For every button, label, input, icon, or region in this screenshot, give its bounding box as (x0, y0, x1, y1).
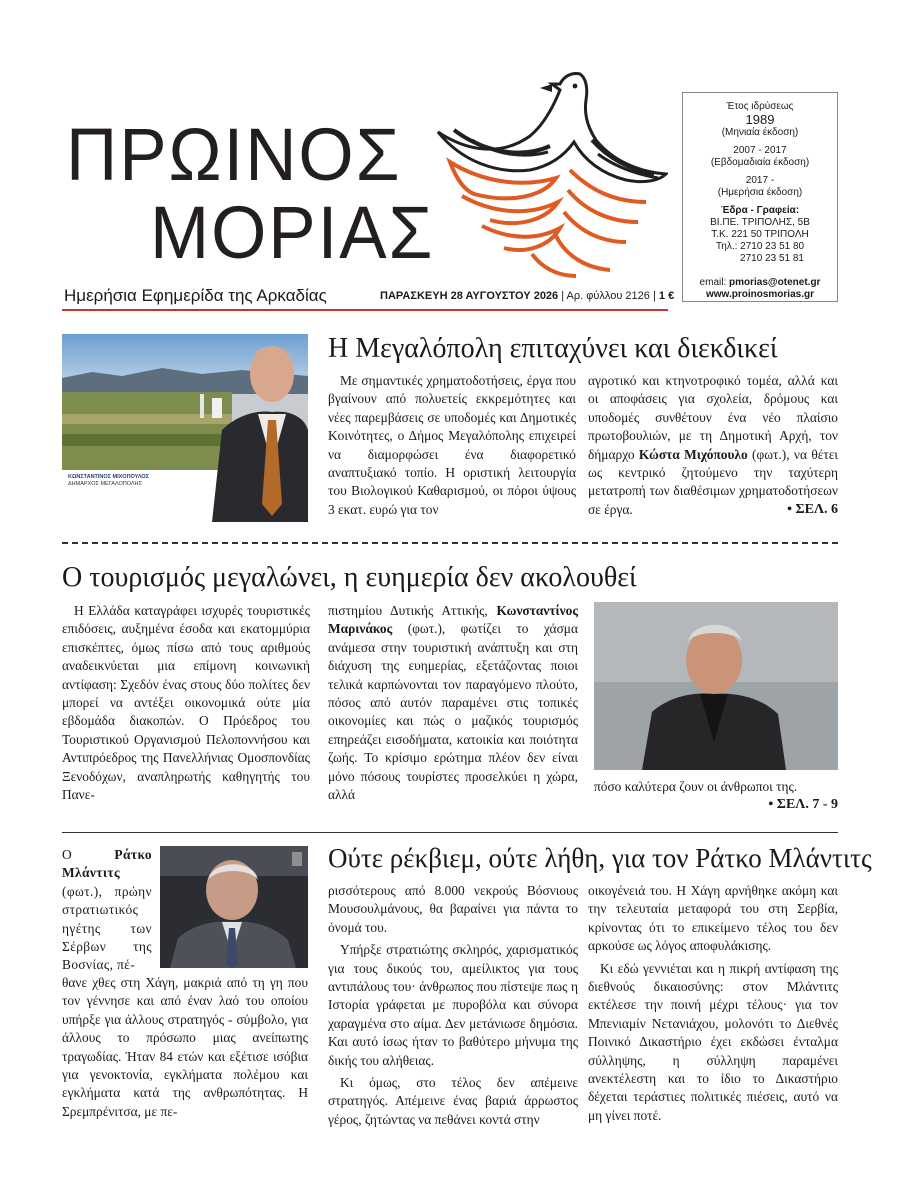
masthead-dateline: ΠΑΡΑΣΚΕΥΗ 28 ΑΥΓΟΥΣΤΟΥ 2026 | Αρ. φύλλου 2126 | 1 € (380, 290, 675, 302)
mladic-photo-illustration (160, 846, 308, 968)
masthead-rule (62, 309, 668, 311)
period-weekly: 2007 - 2017 (733, 145, 787, 156)
article3-text2a: ρισσότερους από 8.000 νεκρούς Βόσνιους Μουσουλμάνους, θα βαραίνει για πάντα το όνομά του. (328, 883, 578, 935)
founded-note: (Μηνιαία έκδοση) (721, 127, 799, 138)
masthead-title-line1: ΠΡΩΙΝΟΣ (66, 113, 402, 196)
article3-column3 (588, 882, 838, 1125)
article2-page-ref[interactable]: • ΣΕΛ. 7 - 9 (768, 797, 838, 813)
article3-column1-bottom: θανε χθες στη Χάγη, μακριά από τη γη που τον γέννησε και από έναν λαό του οποίου υπήρξε για άλλους στρατηγός - σύμβολο, για άλλους το πρόσωπο μιας ανείπωτης τραγωδίας. Ήταν 84 ετών και εξέτισε ισόβια για γενοκτονία, εγκλήματα πολέμου και εγκλήματα κατά της ανθρωπότητας. Η Σρεμπρένιτσα, με πε- (62, 975, 308, 1119)
mladic-photo (160, 846, 308, 968)
article1-page-ref[interactable]: • ΣΕΛ. 6 (787, 502, 838, 518)
article3-text3a: οικογένειά του. Η Χάγη αρνήθηκε ακόμη και την τελευταία μεταφορά του στη Σερβία, κρίνοντας ότι το επικείμενο τέλος του δεν αρκούσε ως λόγος αποφυλάκισης. (588, 883, 838, 954)
article2-headline[interactable]: Ο τουρισμός μεγαλώνει, η ευημερία δεν ακολουθεί (62, 562, 637, 593)
marinakos-photo (594, 602, 838, 770)
article3-person-name: Ράτκο Μλάντιτς (62, 847, 152, 881)
article3-text1: (φωτ.), πρώην στρατιωτικός ηγέτης των Σέρβων της Βοσνίας, πέ- (62, 883, 152, 973)
section-divider-1 (62, 542, 838, 544)
email-line (683, 277, 837, 289)
article2-text3: πόσο καλύτερα ζουν οι άνθρωποι της. (594, 779, 798, 794)
article1-text1: Με σημαντικές χρηματοδοτήσεις, έργα που βγαίνουν από πολυετείς εκκρεμότητες και νέες παρεμβάσεις σε υποδομές και Δημοτικές Κοινότητες, ο Δήμος Μεγαλόπολης επιχειρεί να διαμορφώσει ένα διαφορετικό αναπτυξιακό τοπίο. Η οριστική λειτουργία του Βιολογικού Καθαρισμού, οι πόροι ύψους 3 εκατ. ευρώ για τον (328, 373, 576, 517)
website-link[interactable]: www.proinosmorias.gr (706, 289, 814, 300)
article1-person-name: Κώστα Μιχόπουλο (638, 446, 748, 462)
period-daily: 2017 - (745, 175, 775, 186)
article3-headline[interactable]: Ούτε ρέκβιεμ, ούτε λήθη, για τον Ράτκο Μλάντιτς (328, 843, 872, 873)
masthead-title-line2: ΜΟΡΙΑΣ (150, 191, 435, 274)
issue-date: ΠΑΡΑΣΚΕΥΗ 28 ΑΥΓΟΥΣΤΟΥ 2026 (380, 290, 559, 302)
address-line2: Τ.Κ. 221 50 ΤΡΙΠΟΛΗ (711, 229, 809, 240)
address-line1: ΒΙ.ΠΕ. ΤΡΙΠΟΛΗΣ, 5Β (710, 217, 810, 228)
article3-text2b: Υπήρξε στρατιώτης σκληρός, χαρισματικός για τους δικούς του, αμείλικτος για τους αντιπάλους του· άνθρωπος που πίστεψε πως η Ιστορία γράφεται με πυροβόλα και σύνορα χαραγμένα στο αίμα. Δεν μετάνιωσε δημόσια. Και αυτό ίσως ήταν το βαθύτερο μήνυμα της δικής του αλήθειας. (328, 942, 578, 1068)
mayor-photo-illustration (62, 334, 308, 522)
article3-column2 (328, 882, 578, 1129)
article1-column1 (328, 372, 576, 519)
issue-price: 1 € (658, 290, 675, 302)
period-weekly-note: (Εβδομαδιαία έκδοση) (710, 157, 810, 168)
period-daily-note: (Ημερήσια έκδοση) (717, 187, 803, 198)
office-label: Έδρα - Γραφεία: (720, 205, 800, 216)
article3-text3b: Κι εδώ γεννιέται και η πικρή αντίφαση της διεθνούς δικαιοσύνης: στον Μλάντιτς εκτέλεσε την ποινή μέχρι τέλους· για τον Μπενιαμίν Νετανιάχου, μολονότι το Διεθνές Ποινικό Δικαστήριο έχει εκδώσει ένταλμα σύλληψης, η σύλληψη παραμένει ανεκτέλεστη και το ίδιο το Δικαστήριο δέχεται τεράστιες πολιτικές πιέσεις, αυτό να μη γίνει ποτέ. (588, 960, 838, 1123)
article3-column1-top: Ο Ράτκο Μλάντιτς (φωτ.), πρώην στρατιωτικός ηγέτης των Σέρβων της Βοσνίας, πέ- (62, 847, 152, 973)
article1-headline[interactable]: Η Μεγαλόπολη επιταχύνει και διεκδικεί (328, 333, 778, 364)
photo-caption-role: ΔΗΜΑΡΧΟΣ ΜΕΓΑΛΟΠΟΛΗΣ (68, 481, 142, 487)
article2-person-name: Κωνσταντίνος Μαρινάκος (328, 603, 578, 637)
email-address[interactable]: pmorias@otenet.gr (729, 277, 821, 288)
marinakos-photo-illustration (594, 602, 838, 770)
photo-caption-name: ΚΩΝΣΤΑΝΤΙΝΟΣ ΜΙΧΟΠΟΥΛΟΣ (68, 474, 149, 480)
masthead-subtitle: Ημερήσια Εφημερίδα της Αρκαδίας (64, 286, 327, 305)
founded-year: 1989 (745, 112, 775, 127)
publisher-infobox (682, 92, 838, 302)
article2-text1: Η Ελλάδα καταγράφει ισχυρές τουριστικές επιδόσεις, αυξημένα έσοδα και εκατομμύρια επισκέπτες, όμως πίσω από τους αριθμούς αναδεικνύεται μια επίμονη κοινωνική αντίφαση: Σχεδόν ένας στους δύο πολίτες δεν μπορεί να αντέξει οικονομικά ούτε μία εβδομάδα διακοπών. Ο Πρόεδρος του Τουριστικού Οργανισμού Πελοποννήσου και Αντιπρόεδρος της Πανελλήνιας Ομοσπονδίας Ξενοδόχων, αναπληρωτής καθηγητής του Πανε- (62, 603, 310, 803)
issue-number: Αρ. φύλλου 2126 (566, 290, 650, 302)
mayor-photo (62, 334, 308, 522)
email-label: email: (699, 277, 727, 288)
dove-logo-icon (432, 70, 668, 278)
section-divider-2 (62, 832, 838, 833)
founded-label: Έτος ιδρύσεως (726, 101, 794, 112)
phone-line1: Τηλ.: 2710 23 51 80 (715, 241, 805, 252)
phone-line2: 2710 23 51 81 (740, 253, 804, 264)
article2-column3 (594, 778, 838, 815)
article3-text2c: Κι όμως, στο τέλος δεν απέμεινε στρατηγός. Απέμεινε ένας βαριά άρρωστος γέρος, ζητώντας να πεθάνει κοντά στην (328, 1075, 578, 1127)
article2-column2: πιστημίου Δυτικής Αττικής, Κωνσταντίνος Μαρινάκος (φωτ.), φωτίζει το χάσμα ανάμεσα στην τουριστική ανάπτυξη και στη διάχυση της ευημερίας, εξετάζοντας ποιοι τελικά καρπώνονται τον παραγόμενο πλούτο, πόσος από αυτόν παραμένει στις τοπικές οικονομίες και πώς ο μαζικός τουρισμός επηρεάζει εισοδήματα, κατοικία και ποιότητα ζωής. Το κρίσιμο ερώτημα πλέον δεν είναι μόνο πόσους τουρίστες προσελκύει η χώρα, αλλά (328, 603, 578, 803)
article1-column2: αγροτικό και κτηνοτροφικό τομέα, αλλά και οι αποφάσεις για σχολεία, δρόμους και υποδομές συνθέτουν ένα νέο πλαίσιο πρωτοβουλιών, με τη Δημοτική Αρχή, τον δήμαρχο Κώστα Μιχόπουλο (φωτ.), να θέτει ως κεντρικό ζητούμενο την ταχύτερη μετατροπή των διαθέσιμων χρηματοδοτήσεων σε έργα. • ΣΕΛ. 6 (588, 372, 838, 520)
article2-column1 (62, 602, 310, 804)
